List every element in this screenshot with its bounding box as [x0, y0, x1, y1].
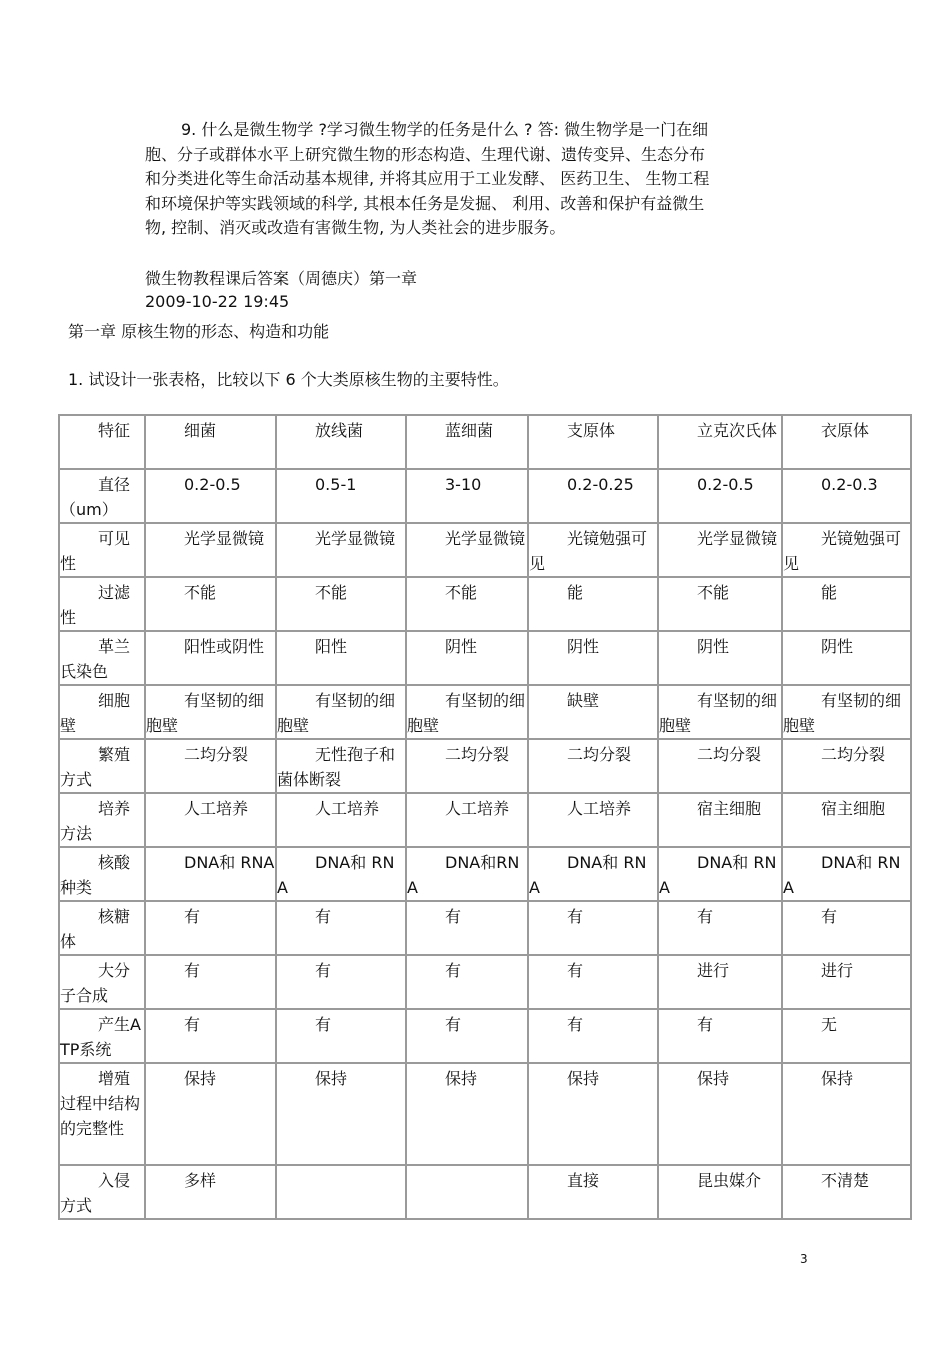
table-row [59, 1063, 911, 1165]
table-cell: 保持 [276, 1063, 406, 1165]
table-cell: 不清楚 [782, 1165, 911, 1219]
row-label: 培养方法 [59, 793, 145, 847]
post-title: 微生物教程课后答案（周德庆）第一章 [145, 269, 418, 288]
intro-line: 和分类进化等生命活动基本规律, 并将其应用于工业发酵、 医药卫生、 生物工程 [145, 169, 710, 188]
table-cell: 0.2-0.3 [782, 469, 911, 523]
table-row [59, 1165, 911, 1219]
table-cell: 有坚韧的细胞壁 [406, 685, 528, 739]
intro-line: 9. 什么是微生物学 ?学习微生物学的任务是什么 ? 答: 微生物学是一门在细 [181, 120, 709, 139]
table-cell: 3-10 [406, 469, 528, 523]
table-cell: 二均分裂 [782, 739, 911, 793]
table-cell [406, 1165, 528, 1219]
table-cell: 有 [406, 901, 528, 955]
table-cell: 进行 [782, 955, 911, 1009]
table-cell: 多样 [145, 1165, 276, 1219]
table-cell: 宿主细胞 [782, 793, 911, 847]
table-row [59, 523, 911, 577]
table-cell: 有 [276, 955, 406, 1009]
row-label: 入侵方式 [59, 1165, 145, 1219]
table-cell: 人工培养 [276, 793, 406, 847]
table-cell: 二均分裂 [406, 739, 528, 793]
table-cell: 无性孢子和菌体断裂 [276, 739, 406, 793]
table-header-cell: 蓝细菌 [406, 415, 528, 469]
table-cell: 光镜勉强可见 [782, 523, 911, 577]
table-cell: 昆虫媒介 [658, 1165, 782, 1219]
table-row [59, 739, 911, 793]
row-label: 产生ATP系统 [59, 1009, 145, 1063]
table-cell: 阴性 [658, 631, 782, 685]
table-cell [276, 1165, 406, 1219]
comparison-table [58, 414, 912, 1220]
table-cell: 有 [658, 1009, 782, 1063]
table-cell: 阴性 [782, 631, 911, 685]
intro-line: 和环境保护等实践领域的科学, 其根本任务是发掘、 利用、改善和保护有益微生 [145, 193, 705, 213]
table-header-cell: 立克次氏体 [658, 415, 782, 469]
table-row [59, 1009, 911, 1063]
table-cell: 保持 [658, 1063, 782, 1165]
table-row [59, 847, 911, 901]
table-cell: 人工培养 [406, 793, 528, 847]
table-cell: 无 [782, 1009, 911, 1063]
row-label: 繁殖方式 [59, 739, 145, 793]
table-cell: 保持 [406, 1063, 528, 1165]
table-cell: 阴性 [406, 631, 528, 685]
table-cell: DNA和 RNA [276, 847, 406, 901]
row-label: 细胞壁 [59, 685, 145, 739]
table-cell: 有 [406, 955, 528, 1009]
intro-line: 胞、分子或群体水平上研究微生物的形态构造、生理代谢、遗传变异、生态分布 [145, 144, 706, 164]
table-row [59, 901, 911, 955]
intro-paragraph [145, 118, 825, 241]
table-cell: 有坚韧的细胞壁 [145, 685, 276, 739]
table-cell: 0.2-0.25 [528, 469, 658, 523]
row-label: 过滤性 [59, 577, 145, 631]
table-row [59, 631, 911, 685]
table-cell: 进行 [658, 955, 782, 1009]
table-cell: 0.2-0.5 [658, 469, 782, 523]
table-cell: 有 [406, 1009, 528, 1063]
row-label: 大分子合成 [59, 955, 145, 1009]
table-cell: 阳性 [276, 631, 406, 685]
table-cell: 保持 [145, 1063, 276, 1165]
table-cell: 有坚韧的细胞壁 [782, 685, 911, 739]
table-cell: 缺壁 [528, 685, 658, 739]
table-cell: 有 [658, 901, 782, 955]
table-row [59, 469, 911, 523]
table-cell: DNA和 RNA [658, 847, 782, 901]
table-cell: 人工培养 [145, 793, 276, 847]
table-cell: 不能 [406, 577, 528, 631]
table-cell: 有 [782, 901, 911, 955]
table-header-cell: 放线菌 [276, 415, 406, 469]
table-cell: 阴性 [528, 631, 658, 685]
table-cell: 有 [145, 901, 276, 955]
table-cell: 光学显微镜 [658, 523, 782, 577]
table-cell: 二均分裂 [145, 739, 276, 793]
table-cell: 不能 [658, 577, 782, 631]
table-cell: 能 [782, 577, 911, 631]
question-text: 1. 试设计一张表格，比较以下 6 个大类原核生物的主要特性。 [68, 370, 509, 389]
table-row [59, 793, 911, 847]
table-cell: 阳性或阴性 [145, 631, 276, 685]
table-cell: 二均分裂 [658, 739, 782, 793]
table-cell: 宿主细胞 [658, 793, 782, 847]
table-header-cell: 特征 [59, 415, 145, 469]
table-cell: 能 [528, 577, 658, 631]
table-cell: 有 [276, 901, 406, 955]
table-cell: 有 [528, 955, 658, 1009]
table-cell: 有 [528, 1009, 658, 1063]
row-label: 直径（um） [59, 469, 145, 523]
table-cell: 有 [145, 955, 276, 1009]
table-row [59, 577, 911, 631]
row-label: 核酸种类 [59, 847, 145, 901]
table-cell: 有坚韧的细胞壁 [658, 685, 782, 739]
row-label: 增殖过程中结构的完整性 [59, 1063, 145, 1165]
table-header-cell: 衣原体 [782, 415, 911, 469]
page-number: 3 [800, 1252, 808, 1266]
table-cell: 有 [528, 901, 658, 955]
table-cell: 0.2-0.5 [145, 469, 276, 523]
table-cell: 有坚韧的细胞壁 [276, 685, 406, 739]
table-row [59, 685, 911, 739]
table-cell: DNA和 RNA [145, 847, 276, 901]
table-cell: DNA和 RNA [528, 847, 658, 901]
intro-line: 物, 控制、消灭或改造有害微生物, 为人类社会的进步服务。 [145, 218, 566, 237]
table-header-cell: 细菌 [145, 415, 276, 469]
table-cell: 保持 [782, 1063, 911, 1165]
table-cell: 有 [276, 1009, 406, 1063]
table-cell: 光学显微镜 [276, 523, 406, 577]
chapter-heading: 第一章 原核生物的形态、构造和功能 [68, 322, 330, 341]
row-label: 核糖体 [59, 901, 145, 955]
table-cell: DNA和RNA [406, 847, 528, 901]
row-label: 可见性 [59, 523, 145, 577]
table-cell: 不能 [145, 577, 276, 631]
table-cell: 保持 [528, 1063, 658, 1165]
table-cell: DNA和 RNA [782, 847, 911, 901]
row-label: 革兰氏染色 [59, 631, 145, 685]
table-cell: 直接 [528, 1165, 658, 1219]
table-cell: 光学显微镜 [406, 523, 528, 577]
table-header-cell: 支原体 [528, 415, 658, 469]
table-cell: 有 [145, 1009, 276, 1063]
table-cell: 人工培养 [528, 793, 658, 847]
table-cell: 0.5-1 [276, 469, 406, 523]
table-cell: 不能 [276, 577, 406, 631]
table-header-row [59, 415, 911, 469]
table-cell: 光镜勉强可见 [528, 523, 658, 577]
post-date: 2009-10-22 19:45 [145, 292, 290, 311]
table-cell: 光学显微镜 [145, 523, 276, 577]
table-row [59, 955, 911, 1009]
table-cell: 二均分裂 [528, 739, 658, 793]
